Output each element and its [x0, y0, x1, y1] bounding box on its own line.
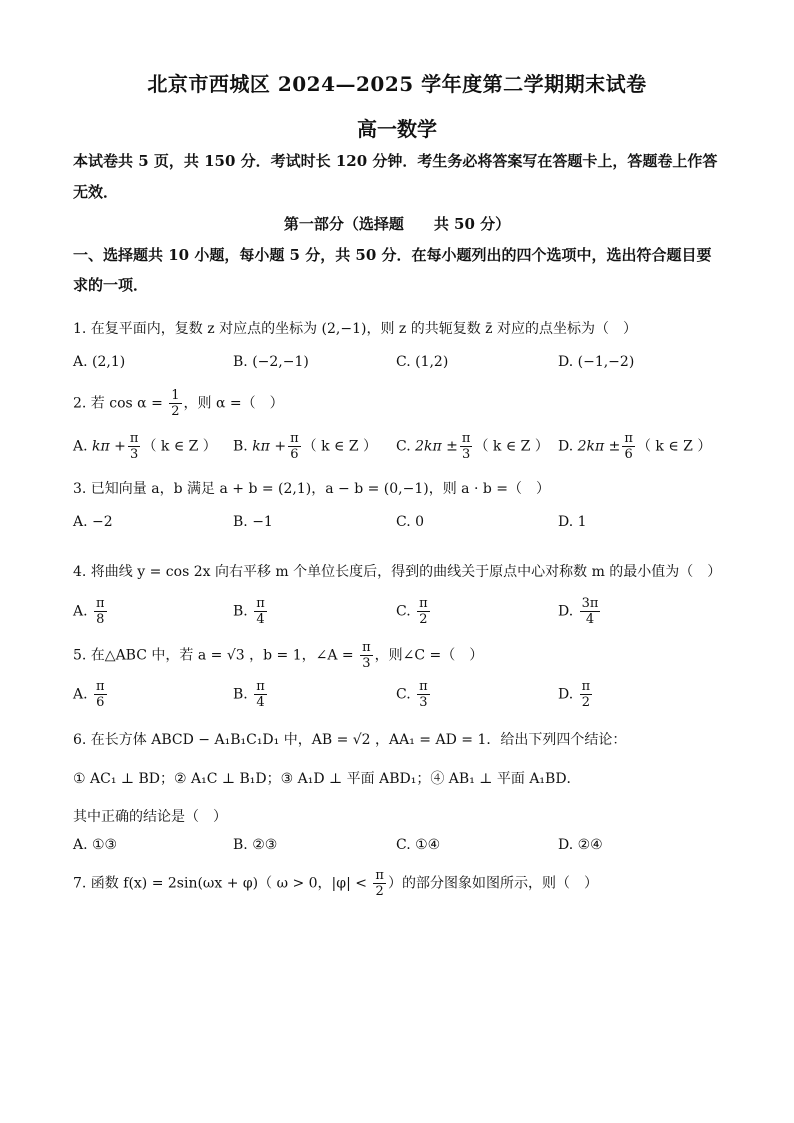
exam-title: 北京市西城区 2024—2025 学年度第二学期期末试卷: [147, 72, 647, 96]
option-fraction: [417, 596, 430, 627]
fraction-denominator: 2: [419, 612, 428, 627]
option-label: A.: [73, 438, 88, 455]
question-2-option-d[interactable]: [558, 431, 711, 462]
question-1-stem: 1. 在复平面内，复数 z 对应点的坐标为 (2,−1)，则 z 的共轭复数 z̄ 对应的点坐标为（ ）: [73, 321, 638, 337]
fraction-denominator: 2: [375, 884, 384, 899]
question-6-conclusions: ① AC₁ ⊥ BD；② A₁C ⊥ B₁D；③ A₁D ⊥ 平面 ABD₁；④ AB₁ ⊥ 平面 A₁BD．: [73, 771, 581, 787]
fraction-numerator: π: [256, 679, 265, 694]
fraction-numerator: 3π: [581, 596, 599, 611]
option-term: kπ +: [92, 438, 126, 455]
question-7-stem-fraction: [373, 868, 386, 899]
question-4-option-d[interactable]: [558, 596, 602, 627]
option-label: B.: [233, 686, 248, 703]
fraction-denominator: 3: [462, 447, 471, 462]
option-fraction: [580, 679, 593, 710]
option-term: kπ +: [252, 438, 287, 455]
fraction-numerator: π: [624, 431, 633, 446]
fraction-denominator: 3: [419, 695, 428, 710]
option-term: 2kπ ±: [415, 438, 458, 455]
fraction-numerator: π: [362, 640, 371, 655]
question-3-options: [73, 514, 723, 544]
question-3-option-d[interactable]: D. 1: [558, 514, 587, 530]
question-5-stem-prefix: 5. 在△ABC 中，若 a = √3 ，b = 1，∠A =: [73, 647, 359, 664]
option-label: A.: [73, 686, 88, 703]
question-1-option-b[interactable]: B. (−2,−1): [233, 354, 309, 370]
question-2-stem: [73, 388, 723, 419]
question-2-stem-prefix: 2. 若 cos α =: [73, 395, 168, 412]
question-4-option-c[interactable]: [396, 596, 432, 627]
exam-instructions: 本试卷共 5 页，共 150 分．考试时长 120 分钟．考生务必将答案写在答题卡上，答题卷上作答无效．: [73, 152, 718, 201]
question-4-stem: 4. 将曲线 y = cos 2x 向右平移 m 个单位长度后，得到的曲线关于原点中心对称数 m 的最小值为（ ）: [73, 564, 722, 580]
question-1-option-d[interactable]: D. (−1,−2): [558, 354, 635, 370]
question-7-stem: [73, 868, 723, 899]
option-fraction: [128, 431, 141, 462]
fraction-numerator: π: [96, 596, 105, 611]
question-3-option-b[interactable]: B. −1: [233, 514, 273, 530]
question-3-option-a[interactable]: A. −2: [73, 514, 113, 530]
question-3-option-c[interactable]: C. 0: [396, 514, 425, 530]
exam-subtitle: 高一数学: [357, 117, 437, 141]
question-6-prompt: 其中正确的结论是（ ）: [73, 809, 227, 825]
option-fraction: [94, 679, 107, 710]
fraction-denominator: 3: [362, 656, 371, 671]
fraction-denominator: 3: [130, 447, 139, 462]
question-6-option-d[interactable]: D. ②④: [558, 837, 603, 853]
option-fraction: [94, 596, 107, 627]
question-2-option-c[interactable]: [396, 431, 549, 462]
question-1-options: [73, 354, 723, 384]
question-7-stem-prefix: 7. 函数 f(x) = 2sin(ωx + φ)（ ω > 0，|φ| <: [73, 875, 372, 892]
question-1-option-a[interactable]: A. (2,1): [73, 354, 126, 370]
question-7-stem-suffix: ）的部分图象如图所示，则（ ）: [387, 875, 598, 892]
option-label: D.: [558, 603, 574, 620]
section-one-heading: 一、选择题共 10 小题，每小题 5 分，共 50 分．在每小题列出的四个选项中，选出符合题目要求的一项．: [73, 246, 712, 294]
fraction-numerator: π: [290, 431, 299, 446]
question-2-stem-fraction: [169, 388, 181, 419]
fraction-numerator: π: [129, 431, 139, 446]
fraction-denominator: 6: [290, 447, 299, 462]
option-fraction: [460, 431, 473, 462]
fraction-denominator: 2: [581, 695, 591, 710]
question-2-option-b[interactable]: [233, 431, 377, 462]
fraction-numerator: π: [96, 679, 105, 694]
option-condition: （ k ∈ Z ）: [636, 438, 712, 455]
fraction-numerator: π: [256, 596, 265, 611]
question-6-option-b[interactable]: B. ②③: [233, 837, 278, 853]
option-condition: （ k ∈ Z ）: [302, 438, 377, 455]
option-label: C.: [396, 438, 411, 455]
option-term: 2kπ ±: [577, 438, 621, 455]
question-5-option-d[interactable]: [558, 679, 594, 710]
question-5-option-b[interactable]: [233, 679, 269, 710]
question-2-options: [73, 431, 723, 461]
option-fraction: [580, 596, 601, 627]
fraction-numerator: π: [375, 868, 384, 883]
question-5-options: [73, 679, 723, 709]
option-label: C.: [396, 686, 411, 703]
question-3-stem: 3. 已知向量 a，b 满足 a + b = (2,1)，a − b = (0,−1)，则 a · b =（ ）: [73, 481, 551, 497]
question-1-option-c[interactable]: C. (1,2): [396, 354, 449, 370]
option-label: D.: [558, 686, 574, 703]
option-fraction: [417, 679, 430, 710]
option-fraction: [622, 431, 635, 462]
fraction-denominator: 8: [96, 612, 105, 627]
option-condition: （ k ∈ Z ）: [474, 438, 549, 455]
fraction-denominator: 4: [256, 612, 265, 627]
question-2-option-a[interactable]: [73, 431, 217, 462]
question-4-option-b[interactable]: [233, 596, 269, 627]
fraction-denominator: 4: [256, 695, 265, 710]
fraction-denominator: 6: [96, 695, 105, 710]
fraction-denominator: 4: [585, 612, 595, 627]
option-label: A.: [73, 603, 88, 620]
fraction-numerator: 1: [171, 388, 180, 403]
question-6-option-c[interactable]: C. ①④: [396, 837, 441, 853]
fraction-denominator: 2: [171, 404, 180, 419]
question-6-option-a[interactable]: A. ①③: [73, 837, 118, 853]
fraction-numerator: π: [419, 596, 428, 611]
question-2-stem-suffix: ，则 α =（ ）: [183, 395, 284, 412]
fraction-numerator: π: [581, 679, 591, 694]
option-label: B.: [233, 438, 248, 455]
question-6-options: [73, 837, 723, 867]
fraction-numerator: π: [419, 679, 428, 694]
part-one-heading: 第一部分（选择题 共 50 分）: [283, 215, 511, 233]
question-5-option-a[interactable]: [73, 679, 109, 710]
option-label: B.: [233, 603, 248, 620]
question-5-stem-fraction: [360, 640, 373, 671]
option-fraction: [254, 679, 267, 710]
question-5-option-c[interactable]: [396, 679, 432, 710]
option-label: C.: [396, 603, 411, 620]
fraction-numerator: π: [461, 431, 471, 446]
option-fraction: [288, 431, 301, 462]
question-5-stem-suffix: ，则∠C =（ ）: [374, 647, 484, 664]
fraction-denominator: 6: [624, 447, 633, 462]
option-condition: （ k ∈ Z ）: [142, 438, 217, 455]
question-4-options: [73, 596, 723, 626]
option-fraction: [254, 596, 267, 627]
question-5-stem: [73, 640, 723, 671]
option-label: D.: [558, 438, 574, 455]
question-6-stem: 6. 在长方体 ABCD − A₁B₁C₁D₁ 中，AB = √2 ，AA₁ = AD = 1．给出下列四个结论：: [73, 732, 627, 748]
question-4-option-a[interactable]: [73, 596, 109, 627]
